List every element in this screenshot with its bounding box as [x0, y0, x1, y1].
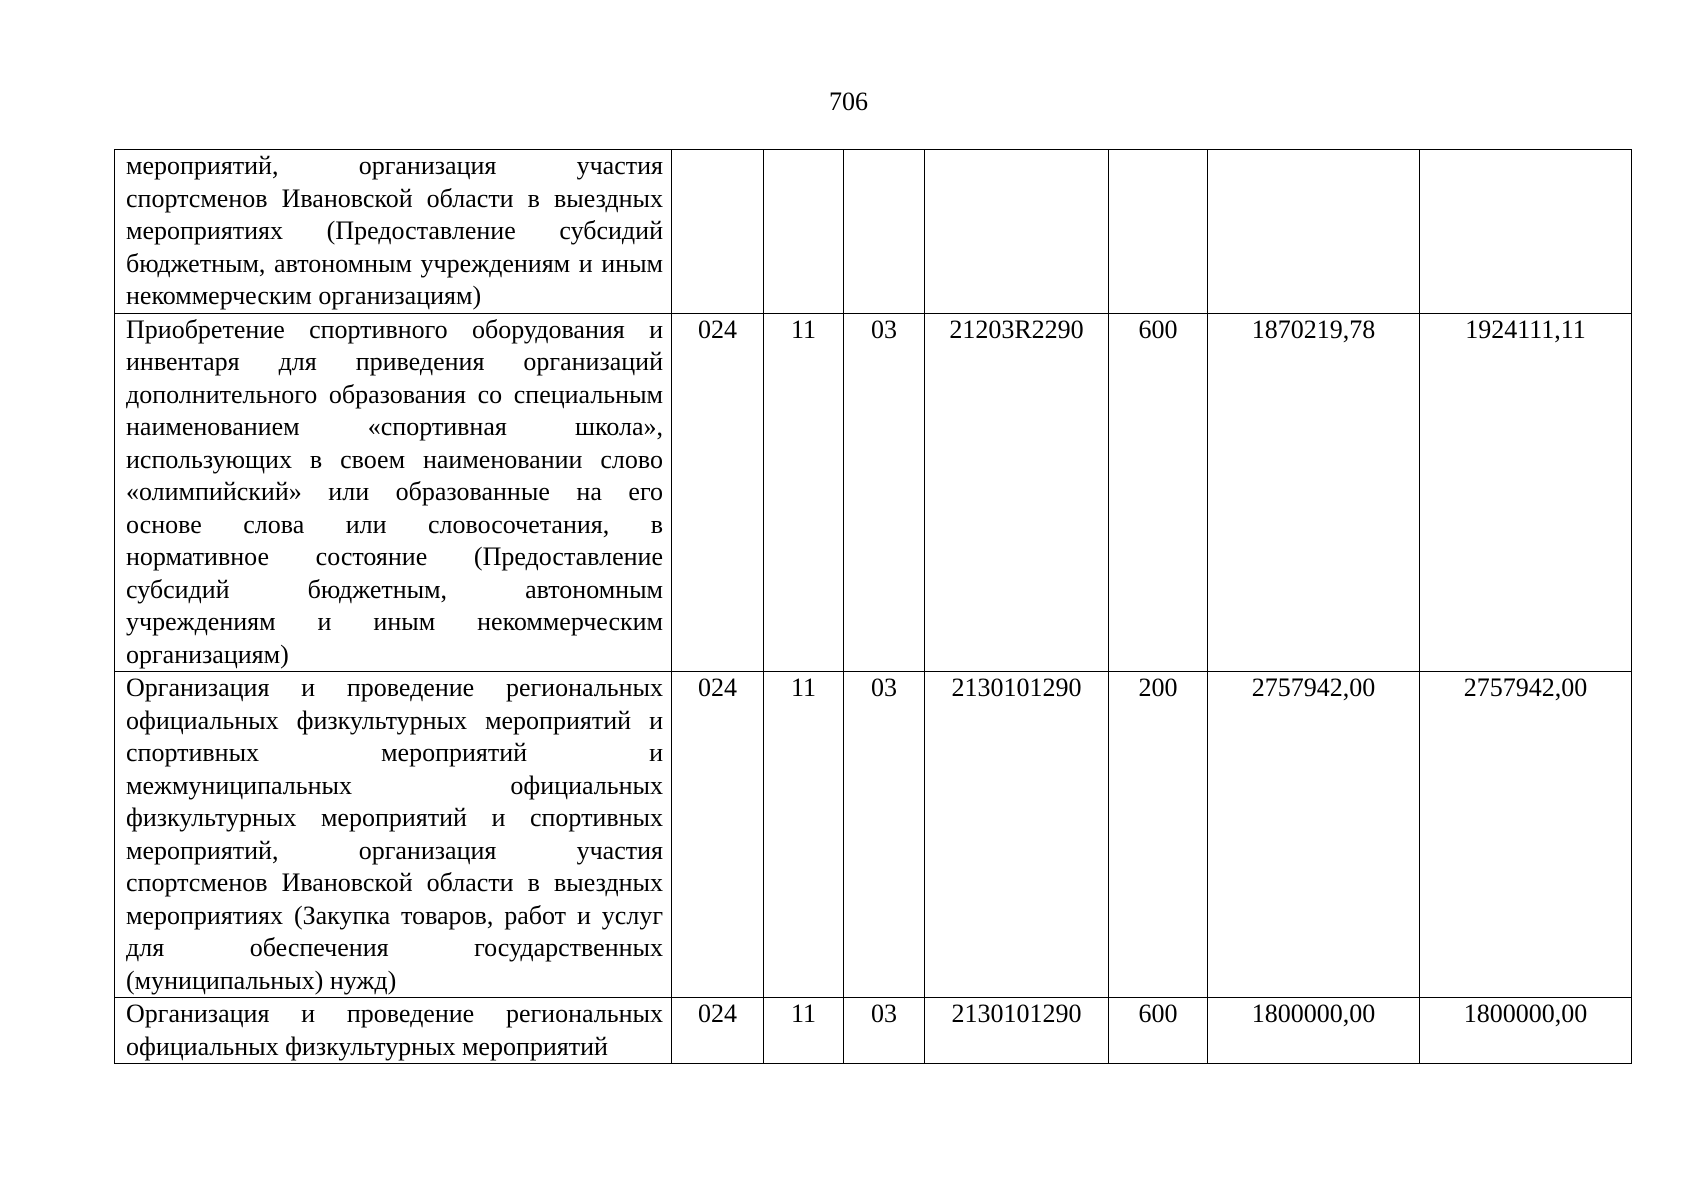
ministry-code-cell: 024 — [672, 672, 764, 998]
amount-1-cell: 1870219,78 — [1208, 313, 1420, 672]
amount-1-cell — [1208, 150, 1420, 314]
expense-type-cell: 600 — [1109, 998, 1208, 1064]
subsection-code-cell: 03 — [844, 313, 925, 672]
amount-1-cell: 2757942,00 — [1208, 672, 1420, 998]
target-article-cell — [925, 150, 1109, 314]
table-row — [115, 150, 1632, 314]
section-code-cell: 11 — [764, 313, 844, 672]
target-article-cell: 2130101290 — [925, 998, 1109, 1064]
amount-2-cell: 2757942,00 — [1420, 672, 1632, 998]
subsection-code-cell: 03 — [844, 672, 925, 998]
amount-2-cell: 1800000,00 — [1420, 998, 1632, 1064]
ministry-code-cell: 024 — [672, 998, 764, 1064]
row-description: мероприятий, организация участия спортсменов Ивановской области в выездных мероприятиях (Предоставление субсидий бюджетным, автономным учреждениям и иным некоммерческим организациям) — [115, 150, 672, 314]
section-code-cell — [764, 150, 844, 314]
table-row — [115, 313, 1632, 672]
row-description: Организация и проведение региональных официальных физкультурных мероприятий — [115, 998, 672, 1064]
section-code-cell: 11 — [764, 998, 844, 1064]
amount-1-cell: 1800000,00 — [1208, 998, 1420, 1064]
table-row — [115, 998, 1632, 1064]
table-row — [115, 672, 1632, 998]
expense-type-cell: 600 — [1109, 313, 1208, 672]
amount-2-cell: 1924111,11 — [1420, 313, 1632, 672]
target-article-cell: 21203R2290 — [925, 313, 1109, 672]
ministry-code-cell — [672, 150, 764, 314]
ministry-code-cell: 024 — [672, 313, 764, 672]
subsection-code-cell: 03 — [844, 998, 925, 1064]
row-description: Организация и проведение региональных официальных физкультурных мероприятий и спортивных мероприятий и межмуниципальных официальных физкультурных мероприятий и спортивных мероприятий, организация участия спортсменов Ивановской области в выездных мероприятиях (Закупка товаров, работ и услуг для обеспечения государственных (муниципальных) нужд) — [115, 672, 672, 998]
row-description: Приобретение спортивного оборудования и инвентаря для приведения организаций дополнительного образования со специальным наименованием «спортивная школа», использующих в своем наименовании слово «олимпийский» или образованные на его основе слова или словосочетания, в нормативное состояние (Предоставление субсидий бюджетным, автономным учреждениям и иным некоммерческим организациям) — [115, 313, 672, 672]
expense-type-cell — [1109, 150, 1208, 314]
amount-2-cell — [1420, 150, 1632, 314]
expense-type-cell: 200 — [1109, 672, 1208, 998]
subsection-code-cell — [844, 150, 925, 314]
page-number: 706 — [829, 87, 868, 116]
budget-table — [114, 149, 1632, 1064]
section-code-cell: 11 — [764, 672, 844, 998]
target-article-cell: 2130101290 — [925, 672, 1109, 998]
